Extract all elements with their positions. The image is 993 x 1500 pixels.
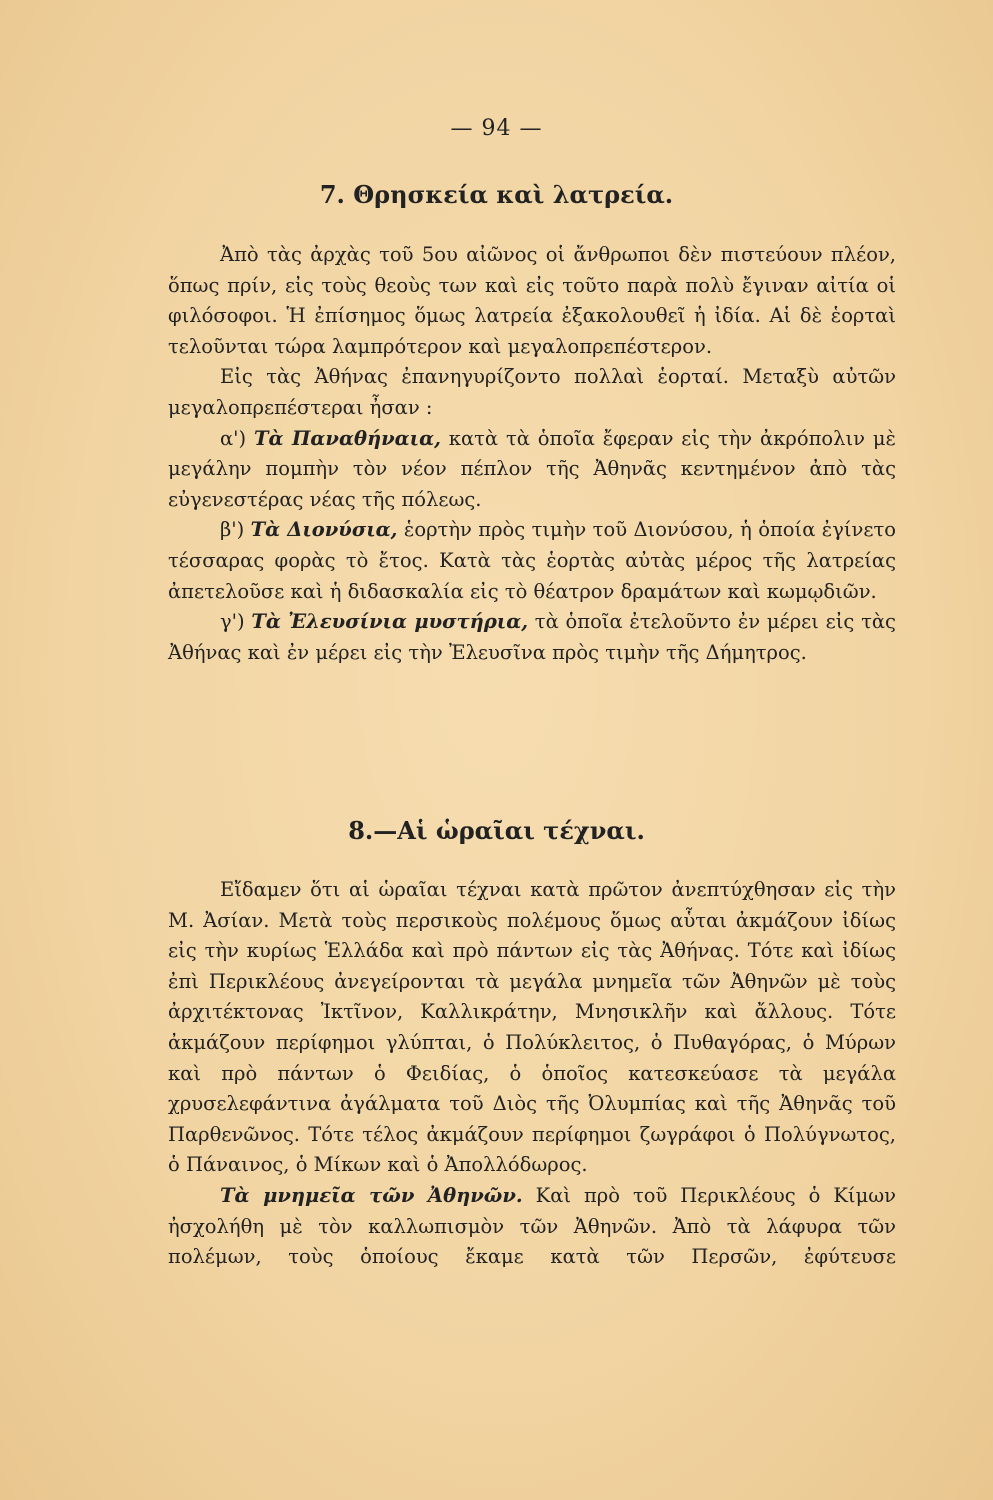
list-marker: β') [220,518,245,542]
section-heading-fine-arts: 8.—Αἱ ὡραῖαι τέχναι. [348,816,645,845]
term-title: Τὰ μνημεῖα τῶν Ἀθηνῶν. [220,1183,523,1207]
paragraph [168,1181,896,1273]
list-marker: α') [220,426,247,450]
term-title: Τὰ Διονύσια, [250,518,398,542]
page-number: — 94 — [450,116,543,141]
list-item-a [168,424,896,516]
paragraph: Εἴδαμεν ὅτι αἱ ὡραῖαι τέχναι κατὰ πρῶτον ἀνεπτύχθησαν εἰς τὴν Μ. Ἀσίαν. Μετὰ τοὺς περσικοὺς πολέμους ὅμως αὗται ἀκμάζουν ἰδίως εἰς τὴν κυρίως Ἑλλάδα καὶ πρὸ πάντων εἰς τὰς Ἀθήνας. Τότε καὶ ἰδίως ἐπὶ Περικλέους ἀνεγείρονται τὰ μεγάλα μνημεῖα τῶν Ἀθηνῶν μὲ τοὺς ἀρχιτέκτονας Ἰκτῖνον, Καλλικράτην, Μνησικλῆν καὶ ἄλλους. Τότε ἀκμάζουν περίφημοι γλύπται, ὁ Πολύκλειτος, ὁ Πυθαγόρας, ὁ Μύρων καὶ πρὸ πάντων ὁ Φειδίας, ὁ ὁποῖος κατεσκεύασε τὰ μεγάλα χρυσελεφάντινα ἀγάλματα τοῦ Διὸς τῆς Ὀλυμπίας καὶ τῆς Ἀθηνᾶς τοῦ Παρθενῶνος. Τότε τέλος ἀκμάζουν περίφημοι ζωγράφοι ὁ Πολύγνωτος, ὁ Πάναινος, ὁ Μίκων καὶ ὁ Ἀπολλόδωρος. [168,878,896,1177]
list-item-b [168,515,896,607]
section-body-religion [168,240,896,668]
term-title: Τὰ Ἐλευσίνια μυστήρια, [251,610,529,634]
term-title: Τὰ Παναθήναια, [254,426,441,450]
section-body-fine-arts [168,875,896,1273]
list-item-c [168,607,896,668]
paragraph-text: Καὶ πρὸ τοῦ Περικλέους ὁ Κίμων ἠσχολήθη μὲ τὸν καλλωπισμὸν τῶν Ἀθηνῶν. Ἀπὸ τὰ λάφυρα τῶν πολέμων, τοὺς ὁποίους ἔκαμε κατὰ τῶν Περσῶν, ἐφύτευσε [168,1183,896,1269]
item-text: τὰ ὁποῖα ἐτελοῦντο ἐν μέρει εἰς τὰς Ἀθήνας καὶ ἐν μέρει εἰς τὴν Ἐλευσῖνα πρὸς τιμὴν τῆς Δήμητρος. [168,610,896,664]
section-heading-religion: 7. Θρησκεία καὶ λατρεία. [319,180,674,209]
paragraph: Εἰς τὰς Ἀθήνας ἐπανηγυρίζοντο πολλαὶ ἑορταί. Μεταξὺ αὐτῶν μεγαλοπρεπέστεραι ἦσαν : [168,365,896,419]
paragraph: Ἀπὸ τὰς ἀρχὰς τοῦ 5ου αἰῶνος οἱ ἄνθρωποι δὲν πιστεύουν πλέον, ὅπως πρίν, εἰς τοὺς θεοὺς των καὶ εἰς τοῦτο παρὰ πολὺ ἔγιναν αἰτία οἱ φιλόσοφοι. Ἡ ἐπίσημος ὅμως λατρεία ἐξακολουθεῖ ἡ ἰδία. Αἱ δὲ ἑορταὶ τελοῦνται τώρα λαμπρότερον καὶ μεγαλοπρεπέστερον. [168,243,896,358]
item-text: κατὰ τὰ ὁποῖα ἔφεραν εἰς τὴν ἀκρόπολιν μὲ μεγάλην πομπὴν τὸν νέον πέπλον τῆς Ἀθηνᾶς κεντημένον ἀπὸ τὰς εὐγενεστέρας νέας τῆς πόλεως. [168,426,896,511]
item-text: ἑορτὴν πρὸς τιμὴν τοῦ Διονύσου, ἡ ὁποία ἐγίνετο τέσσαρας φορὰς τὸ ἔτος. Κατὰ τὰς ἑορτὰς αὐτὰς μέρος τῆς λατρείας ἀπετελοῦσε καὶ ἡ διδασκαλία εἰς τὸ θέατρον δραμάτων καὶ κωμῳδιῶν. [168,518,897,603]
list-marker: γ') [220,610,245,634]
